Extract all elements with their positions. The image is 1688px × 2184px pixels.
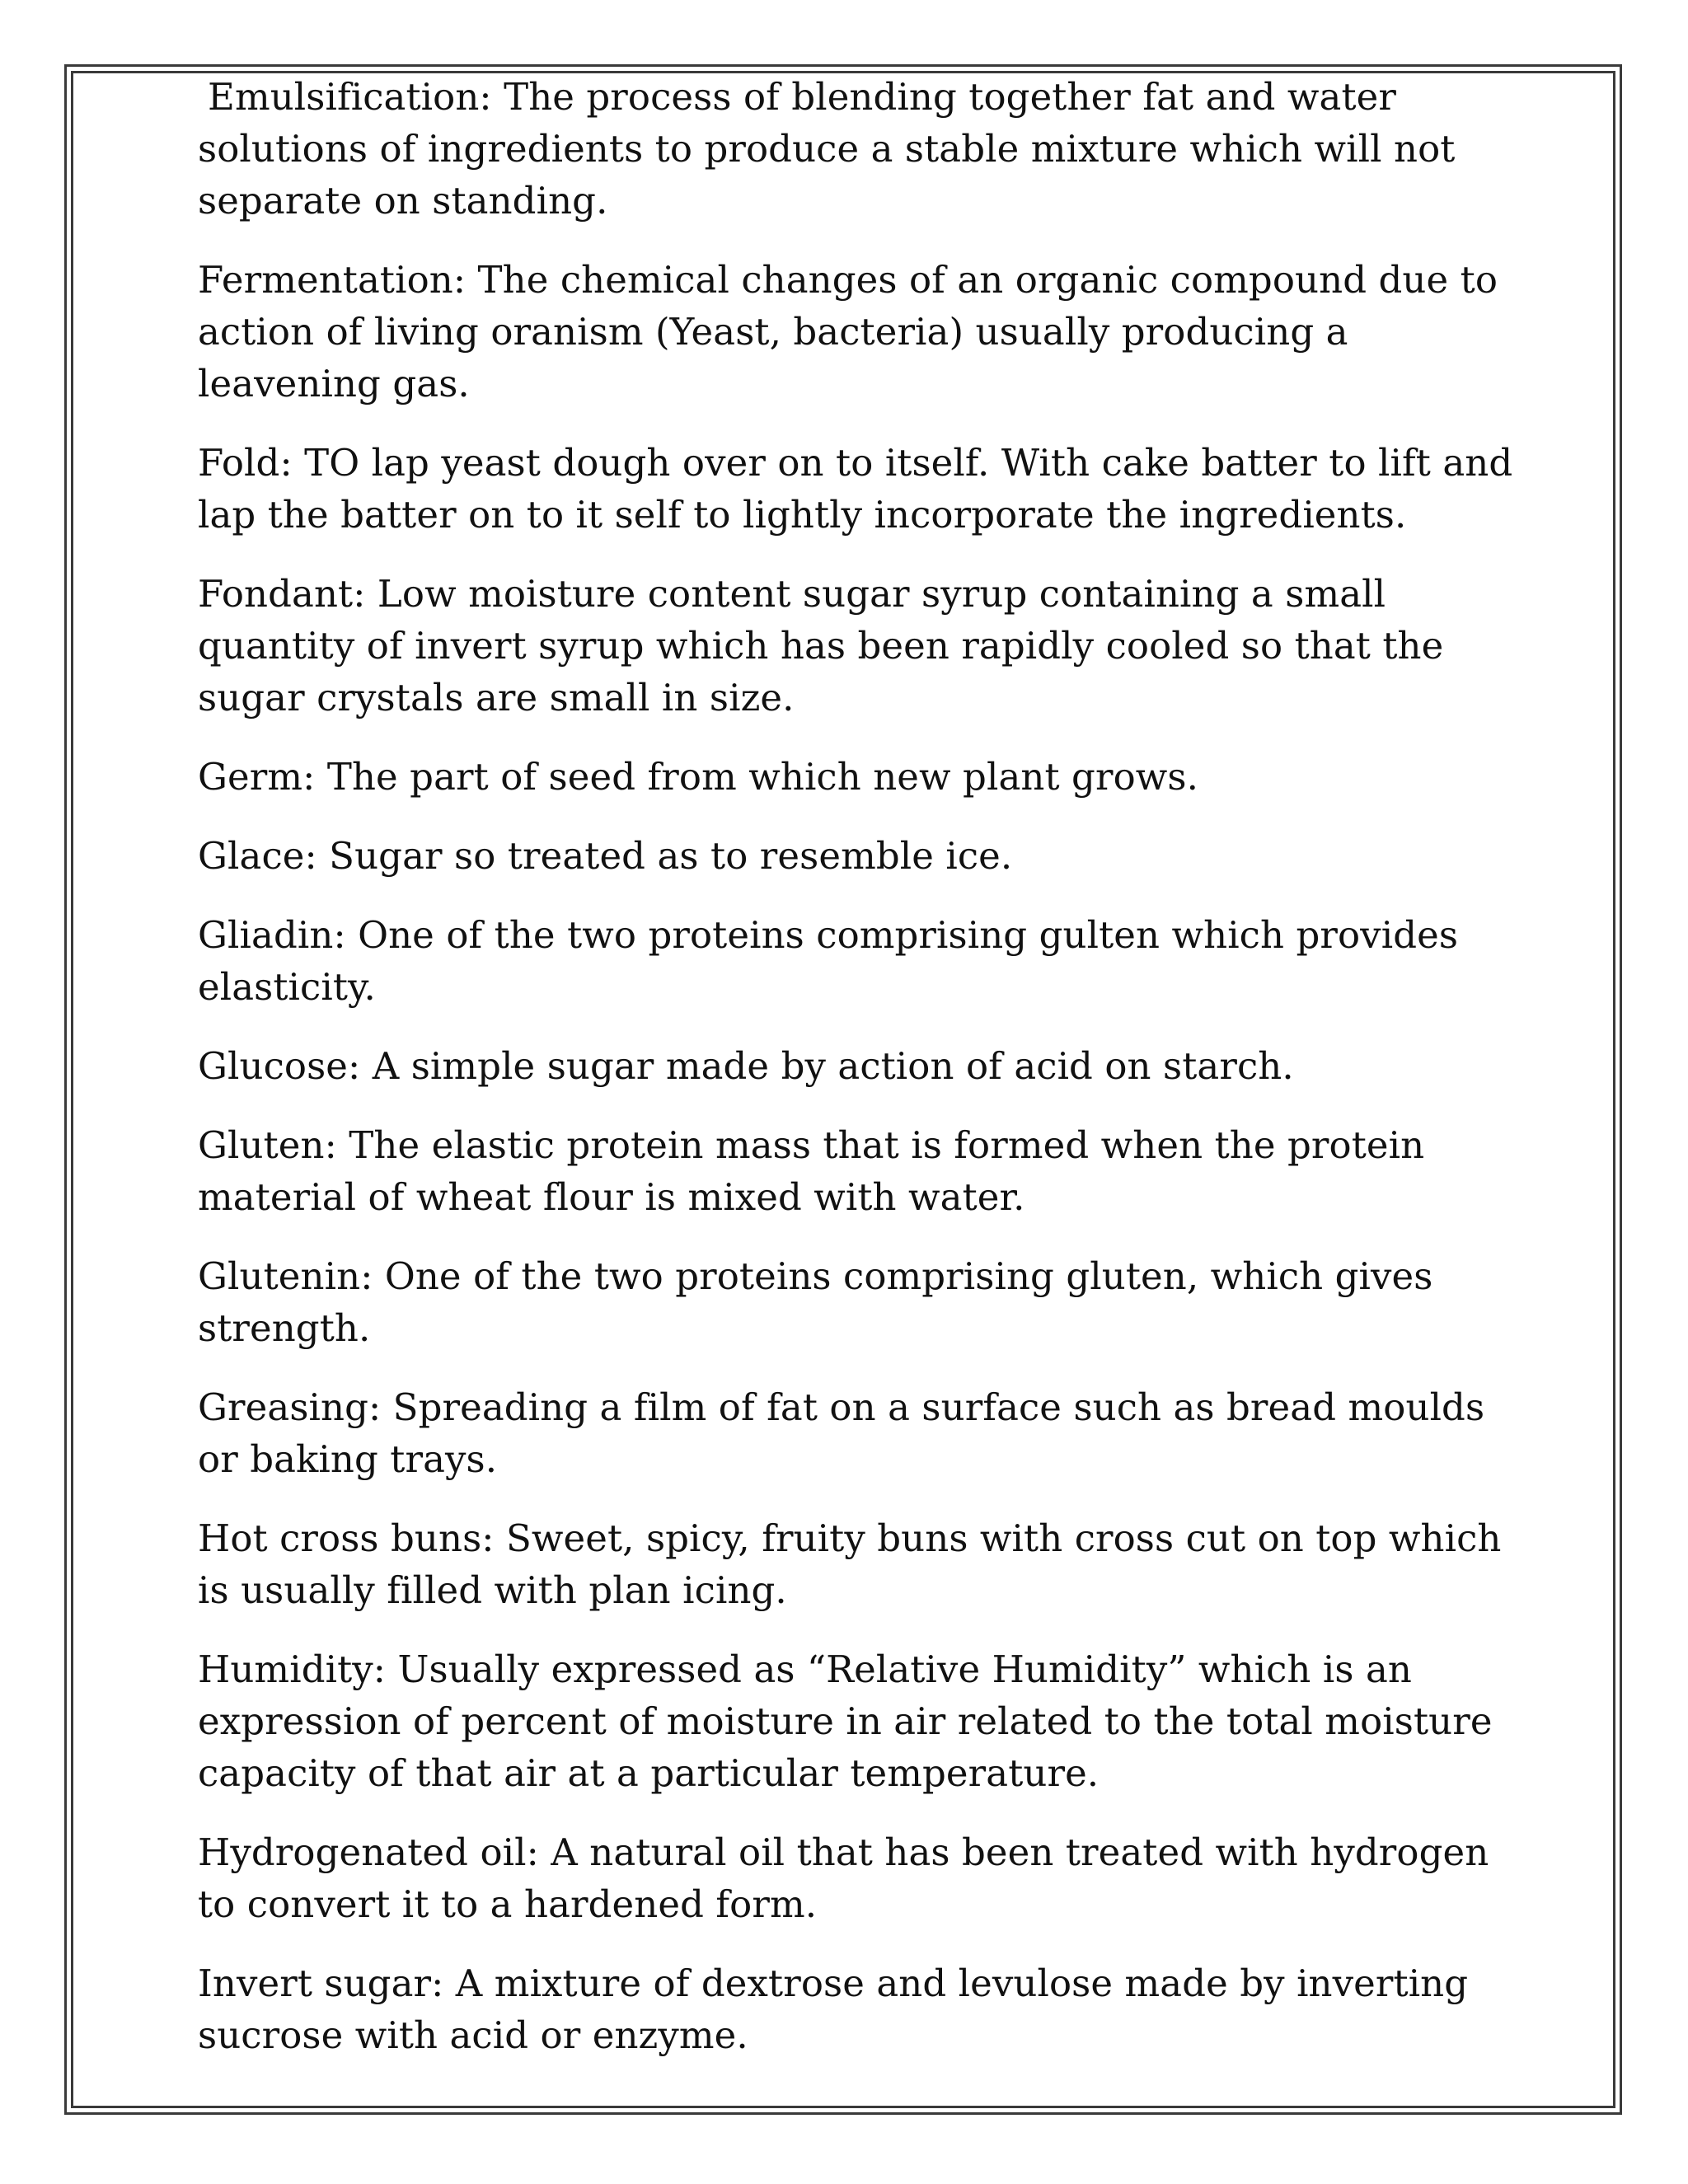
- glossary-list: [198, 71, 1533, 2088]
- glossary-entry-fondant: Fondant: Low moisture content sugar syrup containing a small quantity of invert syrup which has been rapidly cooled so that the sugar crystals are small in size.: [198, 572, 1444, 719]
- glossary-entry-invert-sugar: Invert sugar: A mixture of dextrose and levulose made by inverting sucrose with acid or enzyme.: [198, 1961, 1469, 2057]
- glossary-entry-glutenin: Glutenin: One of the two proteins comprising gluten, which gives strength.: [198, 1254, 1433, 1350]
- glossary-entry-greasing: Greasing: Spreading a film of fat on a surface such as bread moulds or baking trays.: [198, 1385, 1485, 1481]
- glossary-entry-humidity: Humidity: Usually expressed as “Relative Humidity” which is an expression of percent of moisture in air related to the total moisture capacity of that air at a particular temperature.: [198, 1647, 1493, 1795]
- glossary-entry-hot-cross-buns: Hot cross buns: Sweet, spicy, fruity buns with cross cut on top which is usually filled with plan icing.: [198, 1516, 1502, 1612]
- glossary-entry-glucose: Glucose: A simple sugar made by action of acid on starch.: [198, 1044, 1294, 1088]
- glossary-entry-emulsification: Emulsification: The process of blending together fat and water solutions of ingredients to produce a stable mixture which will not separate on standing.: [198, 75, 1456, 223]
- glossary-entry-fermentation: Fermentation: The chemical changes of an organic compound due to action of living oranism (Yeast, bacteria) usually producing a leavening gas.: [198, 258, 1498, 405]
- glossary-entry-gluten: Gluten: The elastic protein mass that is formed when the protein material of wheat flour is mixed with water.: [198, 1123, 1425, 1219]
- glossary-entry-hydrogenated-oil: Hydrogenated oil: A natural oil that has been treated with hydrogen to convert it to a hardened form.: [198, 1830, 1489, 1926]
- glossary-entry-glace: Glace: Sugar so treated as to resemble ice.: [198, 834, 1013, 878]
- glossary-entry-gliadin: Gliadin: One of the two proteins comprising gulten which provides elasticity.: [198, 913, 1459, 1009]
- glossary-entry-fold: Fold: TO lap yeast dough over on to itself. With cake batter to lift and lap the batter on to it self to lightly incorporate the ingredients.: [198, 441, 1513, 537]
- glossary-entry-germ: Germ: The part of seed from which new plant grows.: [198, 755, 1198, 799]
